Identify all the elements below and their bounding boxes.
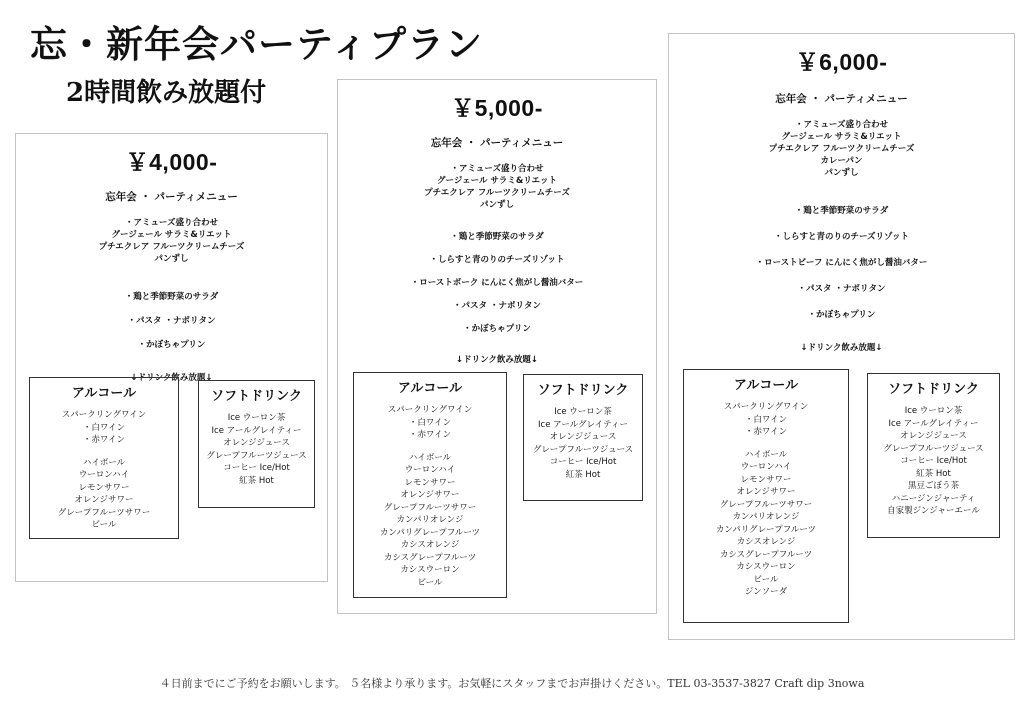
drink-item: ハイボール — [744, 449, 788, 460]
alcohol-box — [29, 377, 179, 539]
drink-item: オレンジジュース — [223, 438, 290, 448]
menu-heading: 忘年会 ・ パーティメニュー — [105, 191, 238, 203]
drink-item: Ice ウーロン茶 — [227, 413, 286, 423]
drink-item: ウーロンハイ — [740, 462, 792, 472]
drink-item: 紅茶 Hot — [565, 469, 601, 480]
course-item: パンずし — [824, 168, 859, 178]
course-item: ・かぼちゃプリン — [137, 340, 206, 350]
course-item: ・鶏と季節野菜のサラダ — [124, 292, 219, 302]
drink-item: ・白ワイン — [82, 422, 126, 433]
page-subtitle: 2時間飲み放題付 — [66, 78, 267, 108]
course-list — [669, 119, 1014, 321]
course-item: ・鶏と季節野菜のサラダ — [794, 206, 889, 216]
drink-item: コーヒー Ice/Hot — [900, 456, 967, 466]
page-title: 忘・新年会パーティプラン — [30, 22, 484, 66]
drink-item: カンパリグレープフルーツ — [379, 527, 481, 538]
drink-item: カシスオレンジ — [736, 537, 796, 547]
soft-drink-list — [199, 412, 314, 487]
drink-item: ウーロンハイ — [404, 465, 456, 475]
drink-item: ハイボール — [408, 452, 452, 463]
course-item: グージェール サラミ&リエット — [436, 176, 558, 186]
soft-drink-title: ソフトドリンク — [888, 382, 979, 397]
plan-price: ￥6,000- — [795, 49, 888, 75]
alcohol-box — [683, 369, 849, 623]
drink-item: 黒豆ごぼう茶 — [907, 481, 959, 491]
drink-item: カンパリオレンジ — [732, 512, 800, 522]
drink-item: Ice アールグレイティー — [211, 425, 302, 436]
alcohol-title: アルコール — [733, 378, 799, 393]
drink-item: カンパリグレープフルーツ — [715, 524, 817, 535]
course-item: ・アミューズ盛り合わせ — [450, 164, 544, 174]
plan-card-5000 — [337, 79, 657, 614]
drink-item: ハイボール — [82, 457, 126, 468]
alcohol-title: アルコール — [397, 381, 463, 396]
course-list — [338, 163, 656, 335]
drink-item: グレープフルーツジュース — [532, 444, 634, 455]
course-item: ・アミューズ盛り合わせ — [795, 120, 888, 130]
drink-item: Ice ウーロン茶 — [554, 407, 612, 417]
course-item: グージェール サラミ&リエット — [781, 132, 902, 142]
drink-item: ビール — [753, 574, 779, 585]
drink-item: グレープフルーツジュース — [206, 450, 307, 461]
soft-drink-list — [868, 405, 999, 518]
drink-item: ハニージンジャーティ — [891, 493, 976, 504]
drink-item: レモンサワー — [740, 474, 792, 485]
drink-lead: ↓ドリンク飲み放題↓ — [455, 355, 539, 365]
course-item: ・しらすと青のりのチーズリゾット — [429, 255, 565, 265]
course-item: ・パスタ ・ナポリタン — [797, 284, 886, 294]
course-list — [16, 217, 327, 351]
soft-drink-box — [523, 374, 643, 501]
alcohol-list — [30, 409, 178, 532]
course-item: ・アミューズ盛り合わせ — [125, 218, 218, 228]
plan-card-4000 — [15, 133, 328, 582]
drink-item: スパークリングワイン — [723, 402, 809, 412]
soft-drink-title: ソフトドリンク — [537, 383, 629, 398]
soft-drink-title: ソフトドリンク — [211, 389, 302, 404]
drink-item: カシスグレープフルーツ — [719, 549, 813, 560]
drink-item: コーヒー Ice/Hot — [549, 457, 617, 467]
course-item: カレーパン — [820, 156, 863, 166]
drink-item: ・赤ワイン — [408, 430, 452, 440]
drink-item: ・白ワイン — [744, 414, 788, 425]
drink-item: ジンソーダ — [744, 587, 788, 597]
drink-lead: ↓ドリンク飲み放題↓ — [800, 343, 883, 353]
drink-item: レモンサワー — [78, 482, 130, 493]
drink-item: スパークリングワイン — [387, 405, 473, 415]
drink-item: オレンジサワー — [74, 495, 134, 505]
alcohol-box — [353, 372, 507, 598]
drink-item: Ice アールグレイティー — [538, 419, 628, 430]
drink-item: ・赤ワイン — [82, 435, 126, 445]
drink-item: 自家製ジンジャーエール — [887, 506, 980, 516]
course-item: パンずし — [479, 200, 514, 210]
course-item: グージェール サラミ&リエット — [111, 230, 232, 240]
drink-item: グレープフルーツサワー — [57, 507, 151, 518]
drink-lead: ↓ドリンク飲み放題↓ — [130, 373, 213, 383]
course-item: プチエクレア フルーツクリームチーズ — [768, 144, 915, 154]
drink-item: レモンサワー — [404, 477, 456, 488]
course-item: ・パスタ ・ナポリタン — [453, 301, 541, 311]
drink-item: オレンジサワー — [400, 490, 460, 500]
drink-item: コーヒー Ice/Hot — [223, 463, 290, 473]
course-item: パンずし — [154, 254, 189, 264]
soft-drink-list — [524, 406, 642, 481]
footer-note: ４日前までにご予約をお願いします。 ５名様より承ります。お気軽にスタッフまでお声掛けください。TEL 03-3537-3827 Craft dip 3nowa — [159, 677, 865, 690]
drink-item: ウーロンハイ — [78, 470, 130, 480]
plan-price: ￥5,000- — [451, 95, 543, 121]
course-item: ・しらすと青のりのチーズリゾット — [773, 232, 910, 242]
drink-item: カシスウーロン — [736, 562, 796, 572]
drink-item: オレンジサワー — [736, 487, 796, 497]
course-item: ・ローストビーフ にんにく焦がし醤油バター — [755, 258, 928, 268]
drink-item: 紅茶 Hot — [239, 475, 274, 486]
drink-item: カシスウーロン — [400, 565, 460, 575]
course-item: ・鶏と季節野菜のサラダ — [450, 232, 544, 242]
menu-heading: 忘年会 ・ パーティメニュー — [775, 93, 908, 105]
plan-card-6000 — [668, 33, 1015, 640]
drink-item: ・白ワイン — [408, 417, 452, 428]
drink-item: カンパリオレンジ — [396, 515, 464, 525]
course-item: プチエクレア フルーツクリームチーズ — [424, 188, 570, 198]
drink-item: グレープフルーツジュース — [883, 443, 984, 454]
drink-item: グレープフルーツサワー — [383, 502, 477, 513]
drink-item: ・赤ワイン — [744, 427, 788, 437]
drink-item: スパークリングワイン — [61, 410, 147, 420]
plan-price: ￥4,000- — [125, 149, 218, 175]
alcohol-title: アルコール — [71, 386, 137, 401]
course-item: プチエクレア フルーツクリームチーズ — [98, 242, 245, 252]
drink-item: オレンジジュース — [549, 432, 617, 442]
drink-item: Ice アールグレイティー — [888, 418, 979, 429]
drink-item: ビール — [91, 520, 117, 530]
soft-drink-box — [198, 380, 315, 508]
drink-item: Ice ウーロン茶 — [904, 406, 963, 416]
drink-item: オレンジジュース — [900, 431, 967, 441]
alcohol-list — [684, 401, 848, 599]
drink-item: グレープフルーツサワー — [719, 499, 813, 510]
drink-item: カシスオレンジ — [400, 540, 460, 550]
drink-item: 紅茶 Hot — [916, 468, 951, 479]
course-item: ・かぼちゃプリン — [807, 310, 876, 320]
alcohol-list — [354, 404, 506, 589]
menu-heading: 忘年会 ・ パーティメニュー — [430, 137, 564, 149]
drink-item: カシスグレープフルーツ — [383, 552, 477, 563]
soft-drink-box — [867, 373, 1000, 538]
drink-item: ビール — [417, 577, 443, 588]
course-item: ・かぼちゃプリン — [463, 324, 531, 334]
course-item: ・パスタ ・ナポリタン — [127, 316, 216, 326]
course-item: ・ローストポーク にんにく焦がし醤油バター — [410, 278, 584, 288]
